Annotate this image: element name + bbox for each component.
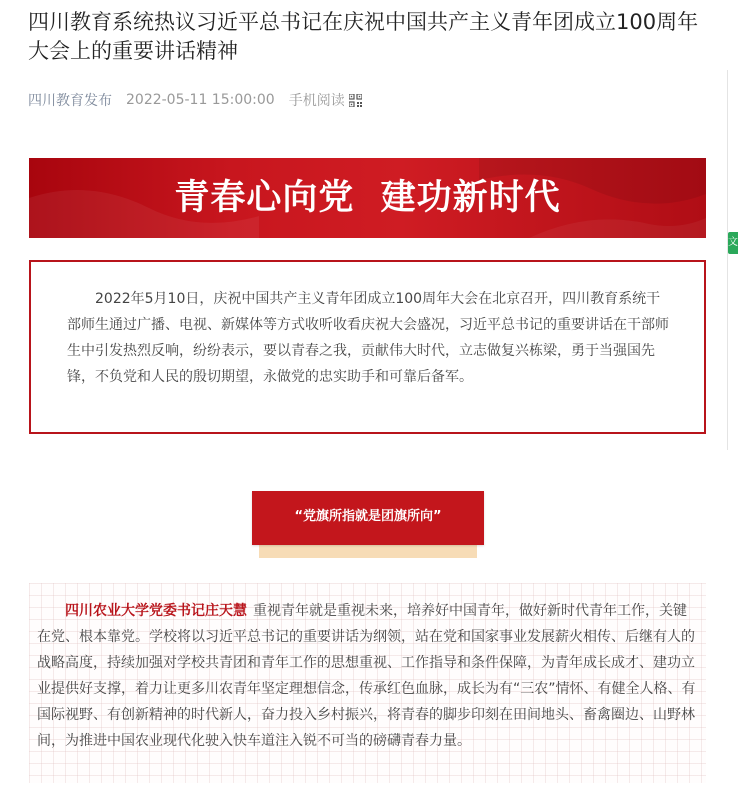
section-tag: “党旗所指就是团旗所向” xyxy=(252,491,484,545)
article-meta xyxy=(28,90,362,110)
body-paragraph xyxy=(29,583,706,754)
article-source[interactable]: 四川教育发布 xyxy=(28,93,112,109)
intro-text: 2022年5月10日，庆祝中国共产主义青年团成立100周年大会在北京召开，四川教育系统干部师生通过广播、电视、新媒体等方式收听收看庆祝大会盛况，习近平总书记的重要讲话在干部师生中引发热烈反响，纷纷表示，要以青春之我，贡献伟大时代，立志做复兴栋梁，勇于当强国先锋，不负党和人民的殷切期望，永做党的忠实助手和可靠后备军。 xyxy=(67,291,669,385)
body-section xyxy=(29,583,706,783)
body-text: 重视青年就是重视未来，培养好中国青年，做好新时代青年工作，关键在党、根本靠党。学校将以习近平总书记的重要讲话为纲领，站在党和国家事业发展薪火相传、后继有人的战略高度，持续加强对学校共青团和青年工作的思想重视、工作指导和条件保障，为青年成长成才、建功立业提供好支撑，着力让更多川农青年坚定理想信念，传承红色血脉，成长为有“三农”情怀、有健全人格、有国际视野、有创新精神的时代新人，奋力投入乡村振兴，将青春的脚步印刻在田间地头、畜禽圈边、山野林间，为推进中国农业现代化驶入快车道注入锐不可当的磅礴青春力量。 xyxy=(37,603,696,749)
theme-banner xyxy=(29,158,706,238)
mobile-read-link[interactable]: 手机阅读 xyxy=(288,93,345,109)
speaker-name: 四川农业大学党委书记庄天慧 xyxy=(65,603,247,619)
intro-box xyxy=(29,260,706,434)
qr-code-icon[interactable] xyxy=(349,94,362,107)
article-date: 2022-05-11 15:00:00 xyxy=(126,92,275,108)
side-float-tab[interactable]: 文 xyxy=(728,232,738,254)
banner-title: 青春心向党 建功新时代 xyxy=(174,177,561,218)
article-title: 四川教育系统热议习近平总书记在庆祝中国共产主义青年团成立100周年大会上的重要讲话精神 xyxy=(28,10,699,63)
sidebar-divider xyxy=(727,70,728,450)
